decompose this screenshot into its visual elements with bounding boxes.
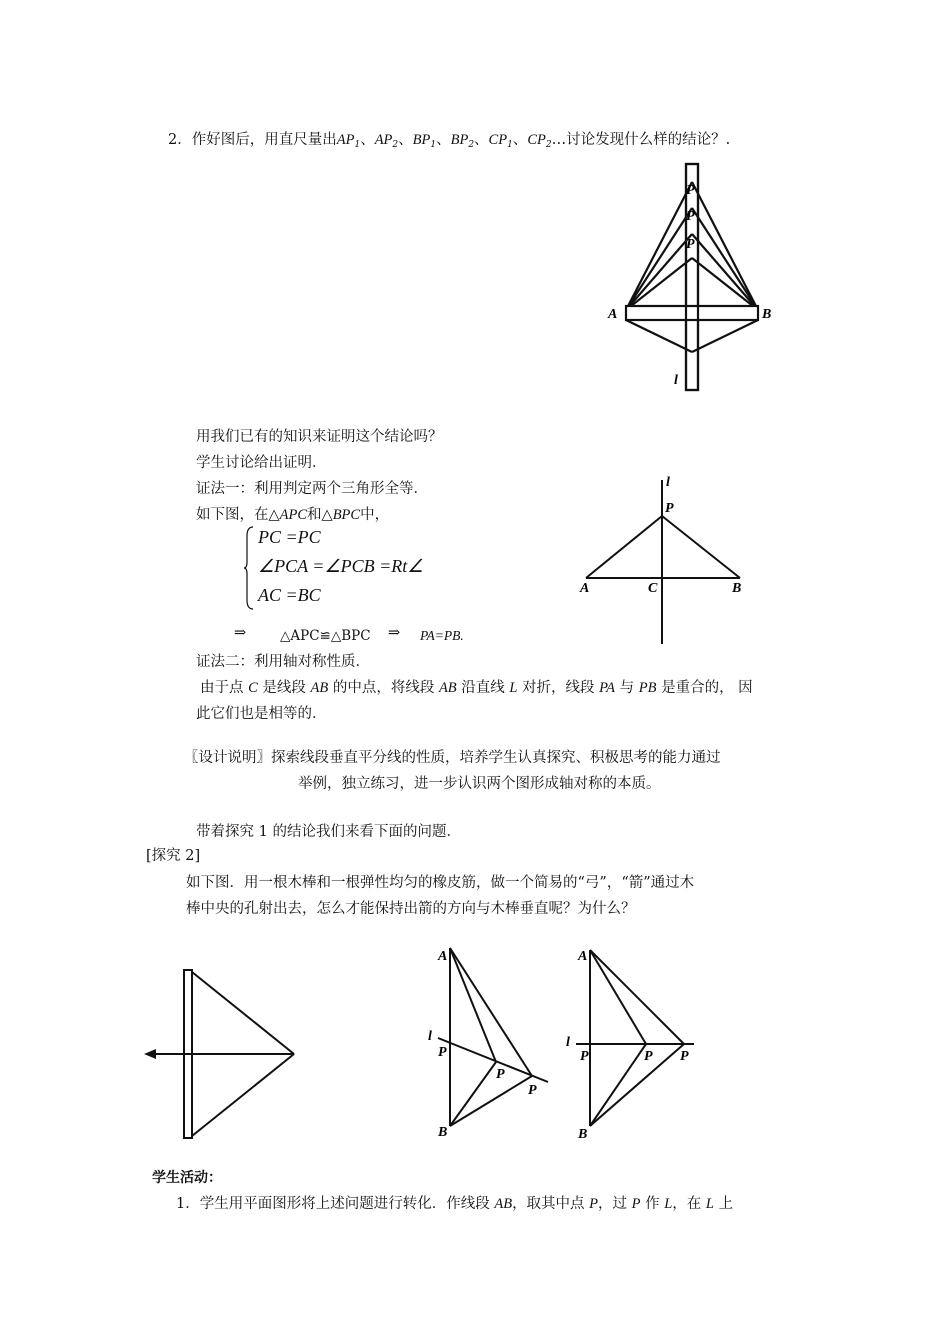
segment-b-lower bbox=[692, 320, 758, 352]
seg-bp2: BP bbox=[450, 132, 469, 148]
segment-pb: PB bbox=[638, 680, 657, 696]
sep: 、 bbox=[436, 132, 451, 148]
figure-perpendicular-bisector-stick bbox=[600, 160, 800, 400]
segment-bp1 bbox=[450, 1062, 496, 1126]
intro-line bbox=[196, 505, 389, 525]
label-p2: P bbox=[528, 1083, 537, 1098]
step2-lead: 作好图后，用直尺量出 bbox=[191, 132, 337, 148]
method1-line: 证法一：利用判定两个三角形全等． bbox=[196, 481, 428, 497]
label-p1: P bbox=[686, 237, 695, 252]
point-p: P bbox=[631, 1196, 641, 1212]
label-a: A bbox=[608, 307, 618, 322]
design-note-line1: 〖设计说明〗探索线段垂直平分线的性质，培养学生认真探究、积极思考的能力通过 bbox=[184, 750, 721, 766]
design-note-line2: 举例，独立练习，进一步认识两个图形成轴对称的本质。 bbox=[298, 776, 661, 792]
text: 的中点，将线段 bbox=[328, 680, 439, 696]
congruence: △APC≌△BPC bbox=[280, 628, 371, 644]
triangle-apc: APC bbox=[279, 507, 308, 523]
label-l: l bbox=[428, 1029, 432, 1044]
label-p3: P bbox=[686, 183, 695, 198]
label-l: l bbox=[666, 475, 670, 490]
activity-title: 学生活动： bbox=[152, 1170, 222, 1186]
explore2-title: [探究 2] bbox=[146, 848, 201, 864]
text: 1．学生用平面图形将上述问题进行转化．作线段 bbox=[176, 1196, 495, 1212]
segment-pb bbox=[662, 516, 740, 578]
label-p: P bbox=[438, 1045, 447, 1060]
figure-oblique-line bbox=[424, 940, 564, 1140]
segment-ab: AB bbox=[494, 1196, 513, 1212]
label-b: B bbox=[762, 307, 772, 322]
question-line: 用我们已有的知识来证明这个结论吗？ bbox=[196, 429, 443, 445]
arrowhead-icon bbox=[144, 1049, 156, 1059]
label-p2: P bbox=[680, 1049, 689, 1064]
label-l: l bbox=[674, 373, 678, 388]
label-a: A bbox=[580, 581, 590, 596]
segment-ab: AB bbox=[438, 680, 457, 696]
activity-line1 bbox=[176, 1194, 733, 1214]
explore2-line2: 棒中央的孔射出去，怎么才能保持出箭的方向与木棒垂直呢？为什么？ bbox=[186, 901, 636, 917]
seg-ap1: AP bbox=[336, 132, 355, 148]
intro-text: 中， bbox=[360, 507, 390, 523]
figure-perpendicular-line bbox=[562, 940, 702, 1140]
segment-bp bbox=[692, 258, 758, 310]
method2-text-line2: 此它们也是相等的． bbox=[196, 706, 327, 722]
point-p: P bbox=[589, 1196, 599, 1212]
step2-tail: …讨论发现什么样的结论？. bbox=[551, 132, 731, 148]
sep: 、 bbox=[474, 132, 489, 148]
method2-text-line1 bbox=[200, 678, 753, 698]
sep: 、 bbox=[512, 132, 528, 148]
segment-ap2 bbox=[450, 948, 532, 1076]
brace-icon bbox=[244, 526, 254, 610]
text: 上 bbox=[713, 1196, 734, 1212]
seg-sub: 2 bbox=[545, 140, 552, 150]
line-l: L bbox=[705, 1196, 714, 1212]
sep: 、 bbox=[398, 132, 413, 148]
segment-a-lower bbox=[626, 320, 692, 352]
equation-angle: ∠PCA =∠PCB =Rt∠ bbox=[258, 556, 424, 576]
text: 与 bbox=[615, 680, 639, 696]
explore2-line1: 如下图．用一根木棒和一根弹性均匀的橡皮筋，做一个简易的“弓”，“箭”通过木 bbox=[186, 875, 695, 891]
text: 作 bbox=[640, 1196, 665, 1212]
segment-bp2 bbox=[450, 1076, 532, 1126]
equation-ac-bc: AC =BC bbox=[258, 585, 321, 605]
arrow-2: ⇒ bbox=[388, 625, 401, 641]
step2-line bbox=[168, 130, 730, 155]
seg-sub: 2 bbox=[392, 140, 399, 150]
segment-ab: AB bbox=[310, 680, 329, 696]
text: 对折，线段 bbox=[517, 680, 600, 696]
label-b: B bbox=[732, 581, 742, 596]
segment-ab-strip bbox=[626, 306, 758, 320]
segment-ap2 bbox=[626, 208, 692, 310]
label-p: P bbox=[580, 1049, 589, 1064]
intro-text: 和△ bbox=[307, 507, 333, 523]
text: ，过 bbox=[598, 1196, 632, 1212]
discuss-line: 学生讨论给出证明． bbox=[196, 455, 327, 471]
text: ，在 bbox=[672, 1196, 706, 1212]
triangle-bpc: BPC bbox=[332, 507, 361, 523]
segment-pa: PA bbox=[599, 680, 616, 696]
method2-line: 证法二：利用轴对称性质． bbox=[196, 654, 370, 670]
label-l: l bbox=[566, 1035, 570, 1050]
rubber-band-top bbox=[192, 972, 294, 1054]
step2-number: 2． bbox=[168, 132, 192, 148]
seg-sub: 1 bbox=[430, 140, 437, 150]
text: 是重合的， 因 bbox=[656, 680, 753, 696]
rubber-band-bottom bbox=[192, 1054, 294, 1136]
figure-triangle-apb bbox=[578, 474, 758, 649]
seg-ap2: AP bbox=[374, 132, 393, 148]
equation-pc: PC =PC bbox=[258, 527, 321, 547]
text: 沿直线 bbox=[456, 680, 510, 696]
label-c: C bbox=[648, 581, 658, 596]
label-p1: P bbox=[496, 1067, 505, 1082]
label-a: A bbox=[578, 949, 588, 964]
line-l: L bbox=[664, 1196, 673, 1212]
seg-sub: 2 bbox=[468, 140, 475, 150]
label-p2: P bbox=[686, 209, 695, 224]
text: 由于点 bbox=[200, 680, 249, 696]
text: ，取其中点 bbox=[512, 1196, 590, 1212]
result-pa-pb: PA=PB. bbox=[420, 628, 464, 643]
point-c: C bbox=[248, 680, 258, 696]
arrow-1: ⇒ bbox=[234, 625, 247, 641]
sep: 、 bbox=[360, 132, 375, 148]
line-l: L bbox=[509, 680, 518, 696]
bring-line: 带着探究 1 的结论我们来看下面的问题． bbox=[196, 824, 461, 840]
label-p: P bbox=[665, 501, 674, 516]
segment-pa bbox=[586, 516, 662, 578]
segment-bp2 bbox=[692, 208, 758, 310]
seg-cp1: CP bbox=[488, 132, 508, 148]
seg-cp2: CP bbox=[527, 132, 546, 148]
label-p1: P bbox=[644, 1049, 653, 1064]
label-b: B bbox=[438, 1125, 448, 1140]
seg-sub: 1 bbox=[507, 140, 513, 150]
seg-sub: 1 bbox=[354, 140, 361, 150]
segment-ap bbox=[626, 258, 692, 310]
intro-text: 如下图，在△ bbox=[196, 507, 280, 523]
seg-bp1: BP bbox=[412, 132, 431, 148]
text: 是线段 bbox=[257, 680, 311, 696]
figure-bow-and-arrow bbox=[140, 964, 310, 1144]
label-a: A bbox=[438, 949, 448, 964]
label-b: B bbox=[578, 1127, 588, 1142]
